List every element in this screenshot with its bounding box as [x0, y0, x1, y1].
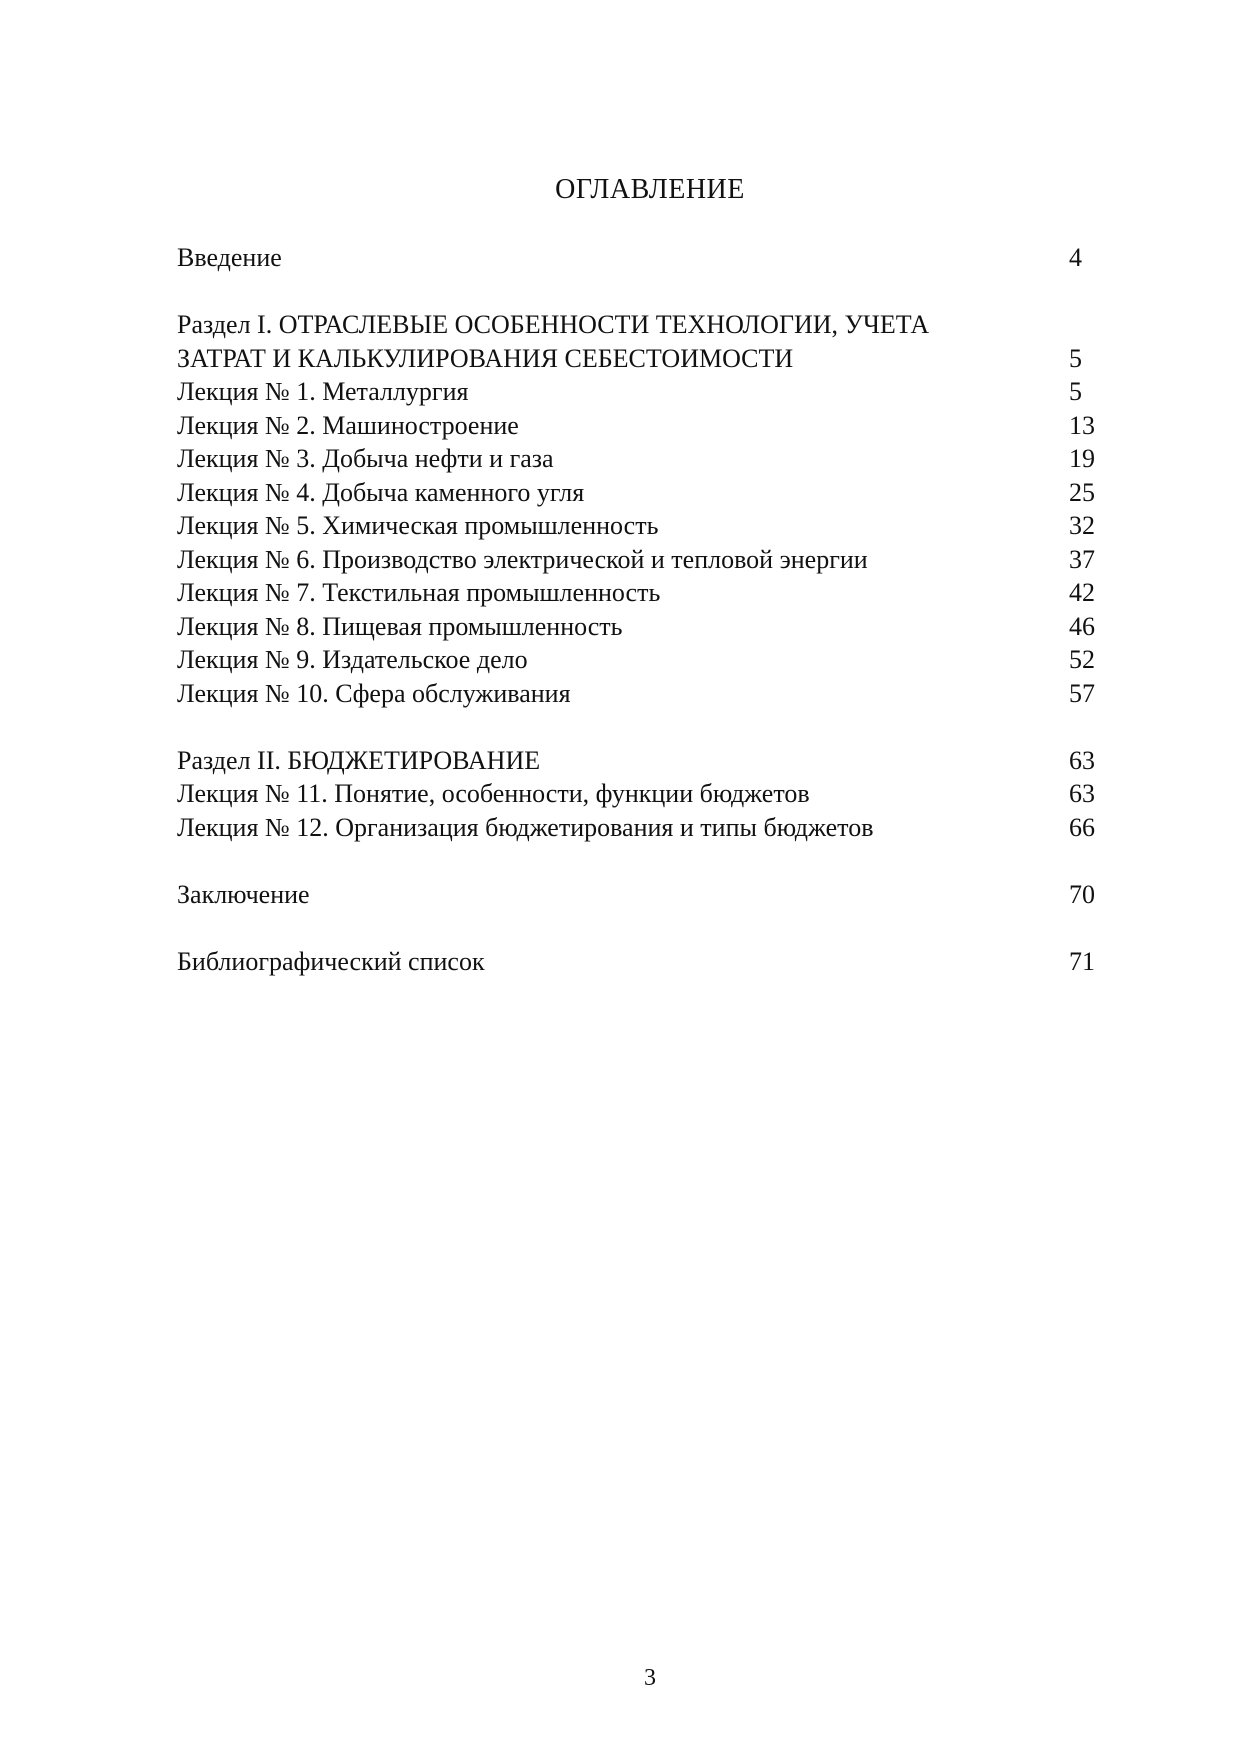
toc-entry-label: Заключение	[177, 879, 310, 909]
toc-entry-label: Лекция № 8. Пищевая промышленность	[177, 611, 623, 641]
toc-entry-label: Введение	[177, 243, 282, 272]
toc-entry-page: 63	[1069, 779, 1095, 808]
toc-bibliography-block	[177, 945, 1095, 979]
toc-conclusion-block	[177, 878, 1095, 912]
toc-entry-page: 5	[1069, 343, 1082, 373]
toc-entry-lecture-6[interactable]	[177, 543, 1095, 577]
toc-entry-page: 46	[1069, 611, 1095, 641]
toc-entry-lecture-7[interactable]	[177, 576, 1095, 610]
toc-intro-block	[177, 241, 1095, 275]
toc-entry-page: 57	[1069, 678, 1095, 708]
toc-entry-label: Лекция № 6. Производство электрической и тепловой энергии	[177, 544, 868, 574]
toc-entry-label: Библиографический список	[177, 946, 485, 976]
toc-entry-lecture-3[interactable]	[177, 442, 1095, 476]
toc-entry-page: 37	[1069, 544, 1095, 574]
toc-entry-lecture-8[interactable]	[177, 610, 1095, 644]
table-of-contents	[177, 241, 1095, 1012]
toc-section-1	[177, 308, 1095, 710]
toc-entry-page: 71	[1069, 946, 1095, 976]
section-1-heading-line1[interactable]: Раздел I. ОТРАСЛЕВЫЕ ОСОБЕННОСТИ ТЕХНОЛОГИИ, УЧЕТА	[177, 310, 930, 339]
section-2-heading-row[interactable]	[177, 744, 1095, 778]
toc-entry-page: 66	[1069, 812, 1095, 842]
toc-entry-label: Лекция № 9. Издательское дело	[177, 645, 528, 674]
toc-entry-page: 70	[1069, 879, 1095, 909]
toc-entry-lecture-1[interactable]	[177, 375, 1095, 409]
page-number: 3	[644, 1665, 656, 1691]
toc-entry-bibliography[interactable]	[177, 945, 1095, 979]
toc-entry-page: 32	[1069, 511, 1095, 540]
toc-entry-lecture-10[interactable]	[177, 677, 1095, 711]
toc-entry-lecture-5[interactable]	[177, 509, 1095, 543]
toc-entry-page: 19	[1069, 444, 1095, 473]
toc-entry-page: 52	[1069, 645, 1095, 674]
toc-entry-page: 5	[1069, 377, 1082, 406]
toc-entry-label: Лекция № 7. Текстильная промышленность	[177, 578, 661, 607]
toc-entry-label: Лекция № 1. Металлургия	[177, 377, 469, 406]
toc-entry-lecture-11[interactable]	[177, 777, 1095, 811]
toc-entry-conclusion[interactable]	[177, 878, 1095, 912]
toc-entry-lecture-4[interactable]	[177, 476, 1095, 510]
toc-entry-label: Лекция № 5. Химическая промышленность	[177, 511, 659, 540]
toc-entry-page: 4	[1069, 243, 1082, 272]
toc-entry-page: 42	[1069, 578, 1095, 607]
toc-entry-lecture-9[interactable]	[177, 643, 1095, 677]
toc-entry-label: Лекция № 12. Организация бюджетирования и типы бюджетов	[177, 812, 874, 842]
toc-entry-label: Лекция № 10. Сфера обслуживания	[177, 678, 571, 708]
toc-entry-page: 63	[1069, 745, 1095, 775]
toc-entry-intro[interactable]	[177, 241, 1095, 275]
toc-entry-label: Лекция № 2. Машиностроение	[177, 410, 519, 440]
toc-entry-label: Лекция № 11. Понятие, особенности, функции бюджетов	[177, 779, 810, 808]
toc-entry-lecture-12[interactable]	[177, 811, 1095, 845]
toc-entry-label: Лекция № 4. Добыча каменного угля	[177, 477, 585, 507]
page-title: ОГЛАВЛЕНИЕ	[555, 174, 745, 205]
section-2-heading: Раздел II. БЮДЖЕТИРОВАНИЕ	[177, 745, 541, 775]
toc-entry-lecture-2[interactable]	[177, 409, 1095, 443]
section-1-heading-line2: ЗАТРАТ И КАЛЬКУЛИРОВАНИЯ СЕБЕСТОИМОСТИ	[177, 343, 794, 373]
toc-entry-page: 13	[1069, 410, 1095, 440]
toc-section-2	[177, 744, 1095, 845]
section-1-heading-row[interactable]	[177, 342, 1095, 376]
toc-entry-page: 25	[1069, 477, 1095, 507]
toc-entry-label: Лекция № 3. Добыча нефти и газа	[177, 444, 554, 473]
